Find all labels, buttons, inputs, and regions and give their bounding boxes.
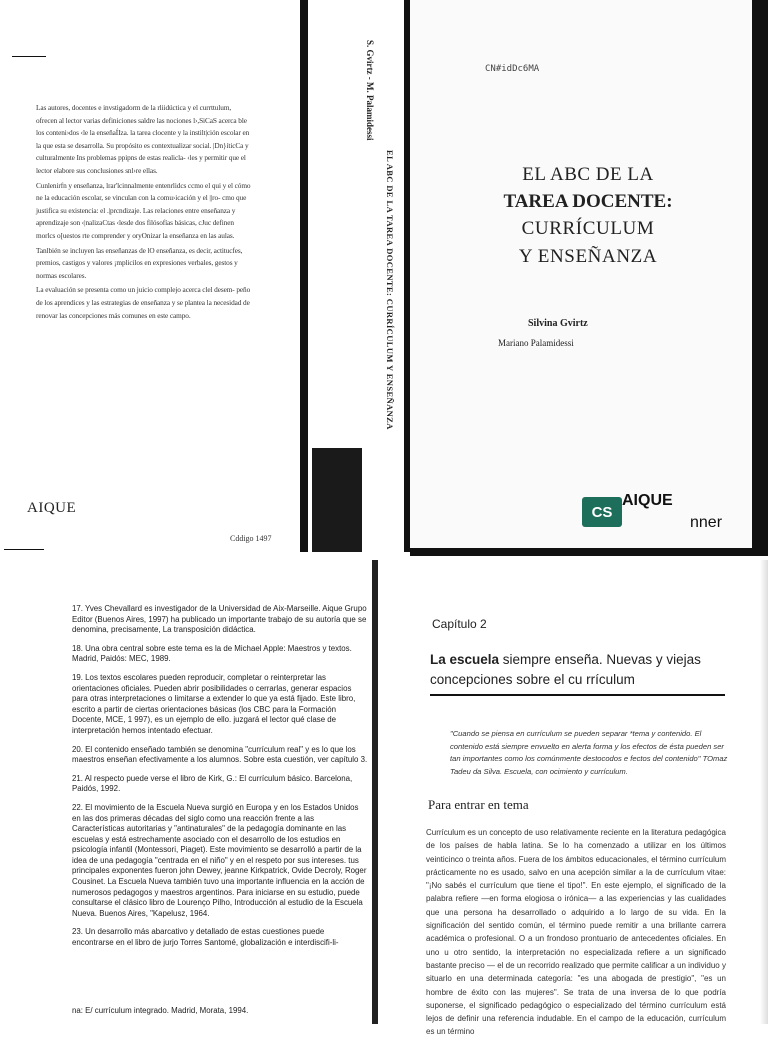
footnote: 23. Un desarrollo más abarcativo y detallado de estas cuestiones puede encontrarse en el libro de jurjo Torres Santomé, globalización e interdiscifi-li- <box>72 927 339 948</box>
footnote-continuation: na: E/ currículum integrado. Madrid, Morata, 1994. <box>72 1006 249 1015</box>
section-title: Para entrar en tema <box>428 797 529 812</box>
chapter-title-rest: siempre enseña. Nuevas y viejas concepciones sobre el cu rrículum <box>430 652 701 687</box>
chapter-title <box>430 650 730 690</box>
chapter-epigraph: "Cuando se piensa en currículum se pueden separar *tema y contenido. El contenido está siempre envuelto en alerta forma y los efectos de ésta pueden ser tan importantes como los comúnmente destocodos e fectos del contenido" TOmaz Tadeu da Silva. Escuela, con ocimiento y currículum. <box>450 729 728 776</box>
chapter-title-bold: La escuela <box>430 652 500 667</box>
front-cover <box>410 0 768 552</box>
blurb-paragraph: Tanlbién se incluyen las enseñanzas de lO enseñanza, es decir, actitucfes, premios, castigos y valores ¡mplicilos en expresiones verbales, gestos y normas escolares. <box>36 245 243 280</box>
back-cover-blurb <box>36 102 252 324</box>
cover-title-line-3: CURRÍCULUM <box>521 218 655 239</box>
scanner-watermark: nner <box>690 514 723 531</box>
footnote: 21. Al respecto puede verse el libro de Kirk, G.: El currículum básico. Barcelona, Paidós, 1992. <box>72 773 353 794</box>
notes-page <box>72 604 368 957</box>
chapter-body <box>426 826 726 1039</box>
back-cover-code: Cddigo 1497 <box>230 534 272 543</box>
spine-title: EL ABC DE LA TAREA DOCENTE: CURRÍCULUM Y ENSEÑANZA <box>385 150 395 430</box>
scan-mark-top <box>12 56 46 57</box>
footnote: 22. El movimiento de la Escuela Nueva surgió en Europa y en los Estados Unidos en las dos primeras décadas del siglo como una reacción frente a las Características autoritarias y "antinaturales" de la pedagogía dominante en las escuelas y está estrechamente asociado con el desarrollo de los estudios en psicología infantil (Montessori, Piaget). Este movimiento se desarrolló a partir de la idea de una pedagogía "centrada en el niño" y en el respeto por sus intereses. tus principales exponentes fueron john Dewey, jeanne Kirkpatrick, Ovide Decroly, Roger Cousinet. La Escuela Nueva también tuvo una importante influencia en la acción de numerosos pedagogos y maestros argentinos. Para iniciarse en su estudio, puede consultarse el clásico libro de Lourenço Pilho, Introducción al estudio de la Escuela Nueva. Buenos Aires, "Kapelusz, 1964. <box>72 802 367 918</box>
camscanner-badge-icon: CS <box>582 497 622 527</box>
blurb-paragraph: Cunlenirfn y enseñanza, lrar'lcinnalmente entenrlidcs ccmo el qui y el cómo ne la educación escolar, se vinculan con la comu›icación y el ||ro- cmo que justifica su existencia: el .|prcndizaje. Las relaciones entre enseñanza y aprendizaje son ‹|nalizaCtas ‹lesde dos filósofías básicas, cJuc definen morlcs o[uestos rte comprender y oryOnizar la enseñanza en las aulas. <box>36 180 251 240</box>
cover-author-2: Mariano Palamidessi <box>498 338 574 348</box>
scan-mark-bottom <box>4 549 44 550</box>
blurb-paragraph: Las autores, docentes e invstigadorm de la rliidúctica y el currttulum, ofrecen al lector varias definiciones saldre las nociones l›,SiCaS acerca ble los conteni›dos ‹le la enseñaÍIza. la tarea clocente y la instilt|ción escolar en la que esta se desarrolla. Su propósito es contextualizar social. |Dn}íticCa y culturalmente Ins problemas ppipns de estas realicla- ‹les y permitir que el lector elabore sus conclusiones snl›re ellas. <box>36 103 250 175</box>
chapter-title-underline <box>430 694 725 696</box>
back-publisher-logo: AIQUE <box>27 500 77 516</box>
front-publisher-logo: AIQUE <box>622 492 673 509</box>
cover-author-1: Silvina Gvirtz <box>528 318 588 329</box>
cover-title-line-4: Y ENSEÑANZA <box>518 246 658 267</box>
spine-authors: S. Gvirtz - M. Palamidessi <box>365 40 375 141</box>
front-cover-code: CN#idDc6MA <box>485 64 540 74</box>
cover-bottom-strip <box>410 548 768 556</box>
cover-title-line-2: TAREA DOCENTE: <box>503 191 673 212</box>
blurb-paragraph: La evaluación se presenta como un juicio complejo acerca clel desem- peño de los aprendices y las estrategias de enseñanza y se plantea la necesidad de renovar las concepciones más comunes en este campo. <box>36 285 251 320</box>
cover-title-line-1: EL ABC DE LA <box>522 164 654 185</box>
footnote: 20. El contenido enseñado también se denomina "currículum real" y es lo que los maestros enseñan efectivamente a los alumnos. Sobre esta cuestión, ver capítulo 3. <box>72 744 368 765</box>
page-gutter <box>372 560 378 1024</box>
front-cover-edge <box>752 0 768 552</box>
spine-shadow-left <box>300 0 308 552</box>
body-paragraph: Currículum es un concepto de uso relativamente reciente en la literatura pedagógica de los países de habla latina. Se lo ha comenzado a utilizar en los últimos veinticinco o treinta años. Fuera de los ámbitos educacionales, el término currículum prácticamente no es usado, salvo en una acepción similar a la de currículum vitae: "¡No sabés el currículum que tiene el tipo!". En este ejemplo, el significado de la palabra refiere —en forma elogiosa o irónica— a las experiencias y las cualidades que una persona ha desarrollado o adquirido a lo largo de su vida. En la significación del sentido común, el término puede remitir a una brillante carrera académica o profesional. O a un frondoso prontuario de antecedentes oficiales. En uno u otro sentido, la interpretación no especializada refiere a un significado bastante preciso — el de un recorrido realizado que permite calificar a un individuo y situarlo en una determinada categoría: "es una abogada de prestigio", "es un hombre de éxito con las mujeres". Se trata de una inversa de lo que podría suponerse, el significado pedagógico o especializado del término currículum está lejos de definir una referencia indudable. En el campo de la educación, currículum es un término <box>426 828 726 1037</box>
page-right-edge <box>760 560 768 1024</box>
spine-dark-block <box>312 448 362 552</box>
footnote: 19. Los textos escolares pueden reproducir, completar o reinterpretar las orientaciones oficiales. Pueden abrir posibilidades o cerrarlas, generar espacios para otras interpretaciones o limitarse a extender lo que ya está fijado. Este libro, escrito a partir de ciertas orientaciones básicas (los CBC para la Formación Docente, MCE, 1 997), es un ejemplo de ello. juzgará el lector qué clase de interpretación hemos intentado efectuar. <box>72 672 356 735</box>
footnote: 17. Yves Chevallard es investigador de la Universidad de Aix-Marseille. Aique Grupo Editor (Buenos Aires, 1997) ha publicado un importante trabajo de su autoría que se denomina, precisamente, La transposición didáctica. <box>72 604 367 635</box>
chapter-label: Capítulo 2 <box>432 617 487 631</box>
footnote: 18. Una obra central sobre este tema es la de Michael Apple: Maestros y textos. Madrid, Paidós: MEC, 1989. <box>72 643 352 664</box>
